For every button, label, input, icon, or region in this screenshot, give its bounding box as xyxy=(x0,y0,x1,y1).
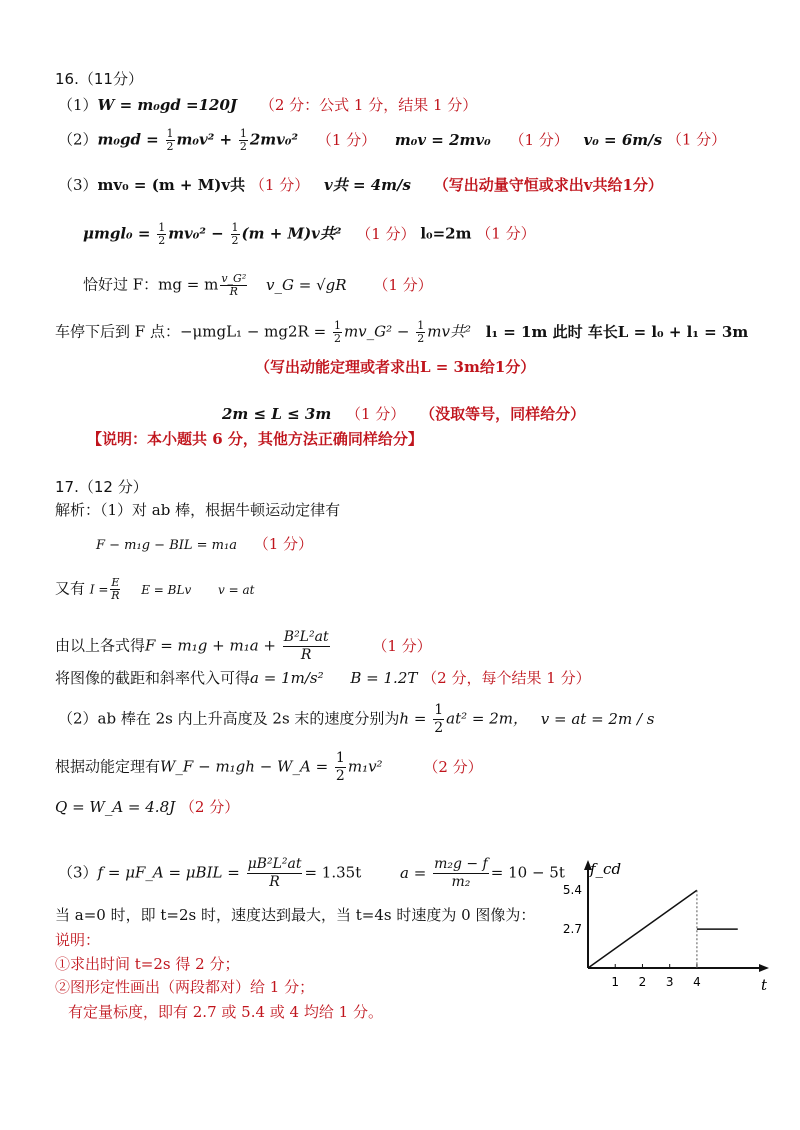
q17-eq1-score: （1 分） xyxy=(253,535,314,553)
q17-ke-text: 根据动能定理有 xyxy=(55,757,161,776)
q16-stop-line xyxy=(55,320,748,345)
q16-p2-label: （2） xyxy=(58,130,98,149)
half-fraction: $\frac{1}{2}$ xyxy=(158,221,166,247)
q16-p1-note: （2 分：公式 1 分，结果 1 分） xyxy=(259,96,478,114)
q17-sub-a: a = 1m/s² xyxy=(250,669,324,687)
half-fraction: $\frac{1}{2}$ xyxy=(231,221,239,247)
q16-range: 2m ≤ L ≤ 3m xyxy=(222,405,332,423)
q17-also-line xyxy=(55,577,254,602)
vg-fraction: $\frac{\text{v\_G²}}{R}$ xyxy=(221,272,247,298)
q17-i-lhs: I = xyxy=(89,582,109,597)
q17-eq1: F − m₁g − BIL = m₁a xyxy=(96,538,237,553)
q16-p1-label: （1） xyxy=(58,96,98,114)
q16-p2-term2: 2mv₀² xyxy=(249,130,299,149)
q16-range-score: （1 分） xyxy=(345,405,406,423)
b2l2at-fraction: $\frac{\text{B²L²at}}{R}$ xyxy=(283,629,329,663)
q17-note2: ②图形定性画出（两段都对）给 1 分； xyxy=(55,978,315,996)
accel-fraction: $\frac{\text{m₂g − f}}{\text{m₂}}$ xyxy=(434,856,488,890)
half-fraction: $\frac{1}{2}$ xyxy=(239,127,247,153)
q16-stop-t2: mv共² xyxy=(427,322,471,341)
y-tick-label: 2.7 xyxy=(562,922,582,937)
q17-derive-text: 由以上各式得 xyxy=(55,636,146,655)
q17-note1: ①求出时间 t=2s 得 2 分； xyxy=(55,955,240,973)
q17-derive-score: （1 分） xyxy=(372,636,432,655)
q16-p3-note: （写出动量守恒或求出v共给1分） xyxy=(433,176,663,194)
q16-justpass-score: （1 分） xyxy=(373,275,433,294)
q17-p2-h: h = xyxy=(399,709,427,728)
q16-p3-label: （3） xyxy=(58,176,98,194)
q16-energy-term1: mv₀² − xyxy=(168,224,224,243)
q17-p2-text: （2）ab 棒在 2s 内上升高度及 2s 末的速度分别为 xyxy=(58,709,400,728)
x-axis-arrow xyxy=(759,964,769,972)
x-tick-label: 3 xyxy=(665,975,674,989)
q17-also: 又有 xyxy=(55,579,86,598)
q17-e-eq: E = BLv xyxy=(141,582,192,597)
half-fraction: $\frac{1}{2}$ xyxy=(333,319,341,345)
q16-l0: l₀=2m xyxy=(420,224,472,243)
q17-when: 当 a=0 时，即 t=2s 时，速度达到最大，当 t=4s 时速度为 0 图像为： xyxy=(55,906,536,924)
q17-p3-a-res: = 10 − 5t xyxy=(490,863,565,882)
q17-p3-f-res: = 1.35t xyxy=(304,863,362,882)
q16-p3-vshared: v共 = 4m/s xyxy=(324,176,411,194)
q16-p2-momentum: m₀v = 2mv₀ xyxy=(394,130,491,149)
q17-eq1-line xyxy=(96,534,313,556)
q16-p2-score2: （1 分） xyxy=(509,130,569,149)
q16-p2-score3: （1 分） xyxy=(666,130,727,149)
q17-derive-lhs: F = m₁g + m₁a + xyxy=(145,636,276,655)
q17-p3-f: f = μF_A = μBIL = xyxy=(97,863,240,882)
q16-p2-score: （1 分） xyxy=(316,130,377,149)
y-tick-label: 5.4 xyxy=(562,883,582,898)
q17-derive-line xyxy=(55,629,432,664)
q16-p3-momentum: mv₀ = (m + M)v共 xyxy=(97,176,246,194)
q17-ke-line xyxy=(55,750,483,785)
q16-part1 xyxy=(58,95,477,115)
half-fraction: $\frac{1}{2}$ xyxy=(335,750,345,784)
q16-energy-lhs: μmgl₀ = xyxy=(83,224,151,243)
q16-energy-term2: (m + M)v共² xyxy=(241,224,342,243)
fcd-time-graph xyxy=(550,850,780,1000)
q17-note-label: 说明： xyxy=(55,931,101,949)
q16-p3-score1: （1 分） xyxy=(249,176,310,194)
x-axis-label: t xyxy=(761,976,768,994)
q16-p2-lhs: m₀gd = xyxy=(97,130,159,149)
x-tick-label: 1 xyxy=(611,975,620,989)
q17-header: 17.（12 分） xyxy=(55,478,148,496)
y-axis-label: f_cd xyxy=(590,860,622,878)
q17-q-score: （2 分） xyxy=(179,798,240,816)
i-fraction: $\frac{E}{R}$ xyxy=(111,576,120,602)
q17-q-line xyxy=(55,797,239,817)
q17-v-eq: v = at xyxy=(218,582,255,597)
q16-header: 16.（11分） xyxy=(55,70,143,88)
q16-p2-v0: v₀ = 6m/s xyxy=(583,130,663,149)
q16-remark: 【说明：本小题共 6 分，其他方法正确同样给分】 xyxy=(87,430,423,448)
friction-fraction: $\frac{\text{μB²L²at}}{R}$ xyxy=(247,856,302,890)
q17-p2-h-rest: at² = 2m， xyxy=(446,709,528,728)
q16-just-pass xyxy=(83,273,433,298)
q16-part3 xyxy=(58,175,663,195)
q17-sub-b: B = 1.2T xyxy=(350,669,418,687)
q17-q-eq: Q = W_A = 4.8J xyxy=(55,798,176,816)
q16-part2 xyxy=(58,128,726,153)
q17-part2-line xyxy=(58,702,654,737)
q16-energy-score: （1 分） xyxy=(356,224,416,243)
q17-ke-score: （2 分） xyxy=(423,757,483,776)
q16-energy-line xyxy=(83,222,536,247)
q16-stop-t1: mv_G² − xyxy=(343,322,410,341)
half-fraction: $\frac{1}{2}$ xyxy=(166,127,174,153)
series-1-line xyxy=(588,890,697,968)
x-tick-label: 4 xyxy=(693,975,701,989)
half-fraction: $\frac{1}{2}$ xyxy=(417,319,425,345)
q17-ke-rest: m₁v² xyxy=(347,757,383,776)
x-tick-label: 2 xyxy=(638,975,647,989)
q16-stop-text: 车停下后到 F 点：−μmgL₁ − mg2R = xyxy=(55,322,327,341)
q17-note3: 有定量标度，即有 2.7 或 5.4 或 4 均给 1 分。 xyxy=(68,1003,383,1021)
q16-stop-result: l₁ = 1m 此时 车长L = l₀ + l₁ = 3m xyxy=(485,322,749,341)
q16-p1-equation: W = m₀gd =120J xyxy=(97,96,238,114)
q17-sub-text: 将图像的截距和斜率代入可得 xyxy=(55,669,251,687)
q17-ke-eq: W_F − m₁gh − W_A = xyxy=(160,757,329,776)
q17-sub-score: （2 分，每个结果 1 分） xyxy=(422,669,591,687)
q17-intro: 解析：（1）对 ab 棒，根据牛顿运动定律有 xyxy=(55,501,341,519)
q17-part3-line xyxy=(58,856,565,891)
q17-p3-label: （3） xyxy=(58,863,98,882)
q16-range-note: （没取等号，同样给分） xyxy=(420,405,586,423)
q16-stop-note: （写出动能定理或者求出L = 3m给1分） xyxy=(255,358,536,376)
q17-sub-line xyxy=(55,668,591,688)
q17-p3-a: a = xyxy=(400,863,427,882)
q16-l0-score: （1 分） xyxy=(476,224,536,243)
half-fraction: $\frac{1}{2}$ xyxy=(434,702,444,736)
q16-justpass-text: 恰好过 F：mg = m xyxy=(83,275,219,294)
q16-vg: v_G = √gR xyxy=(266,275,347,294)
q16-p2-term1: m₀v² + xyxy=(176,130,233,149)
q17-p2-v: v = at = 2m / s xyxy=(540,709,655,728)
q16-range-line xyxy=(222,404,585,424)
